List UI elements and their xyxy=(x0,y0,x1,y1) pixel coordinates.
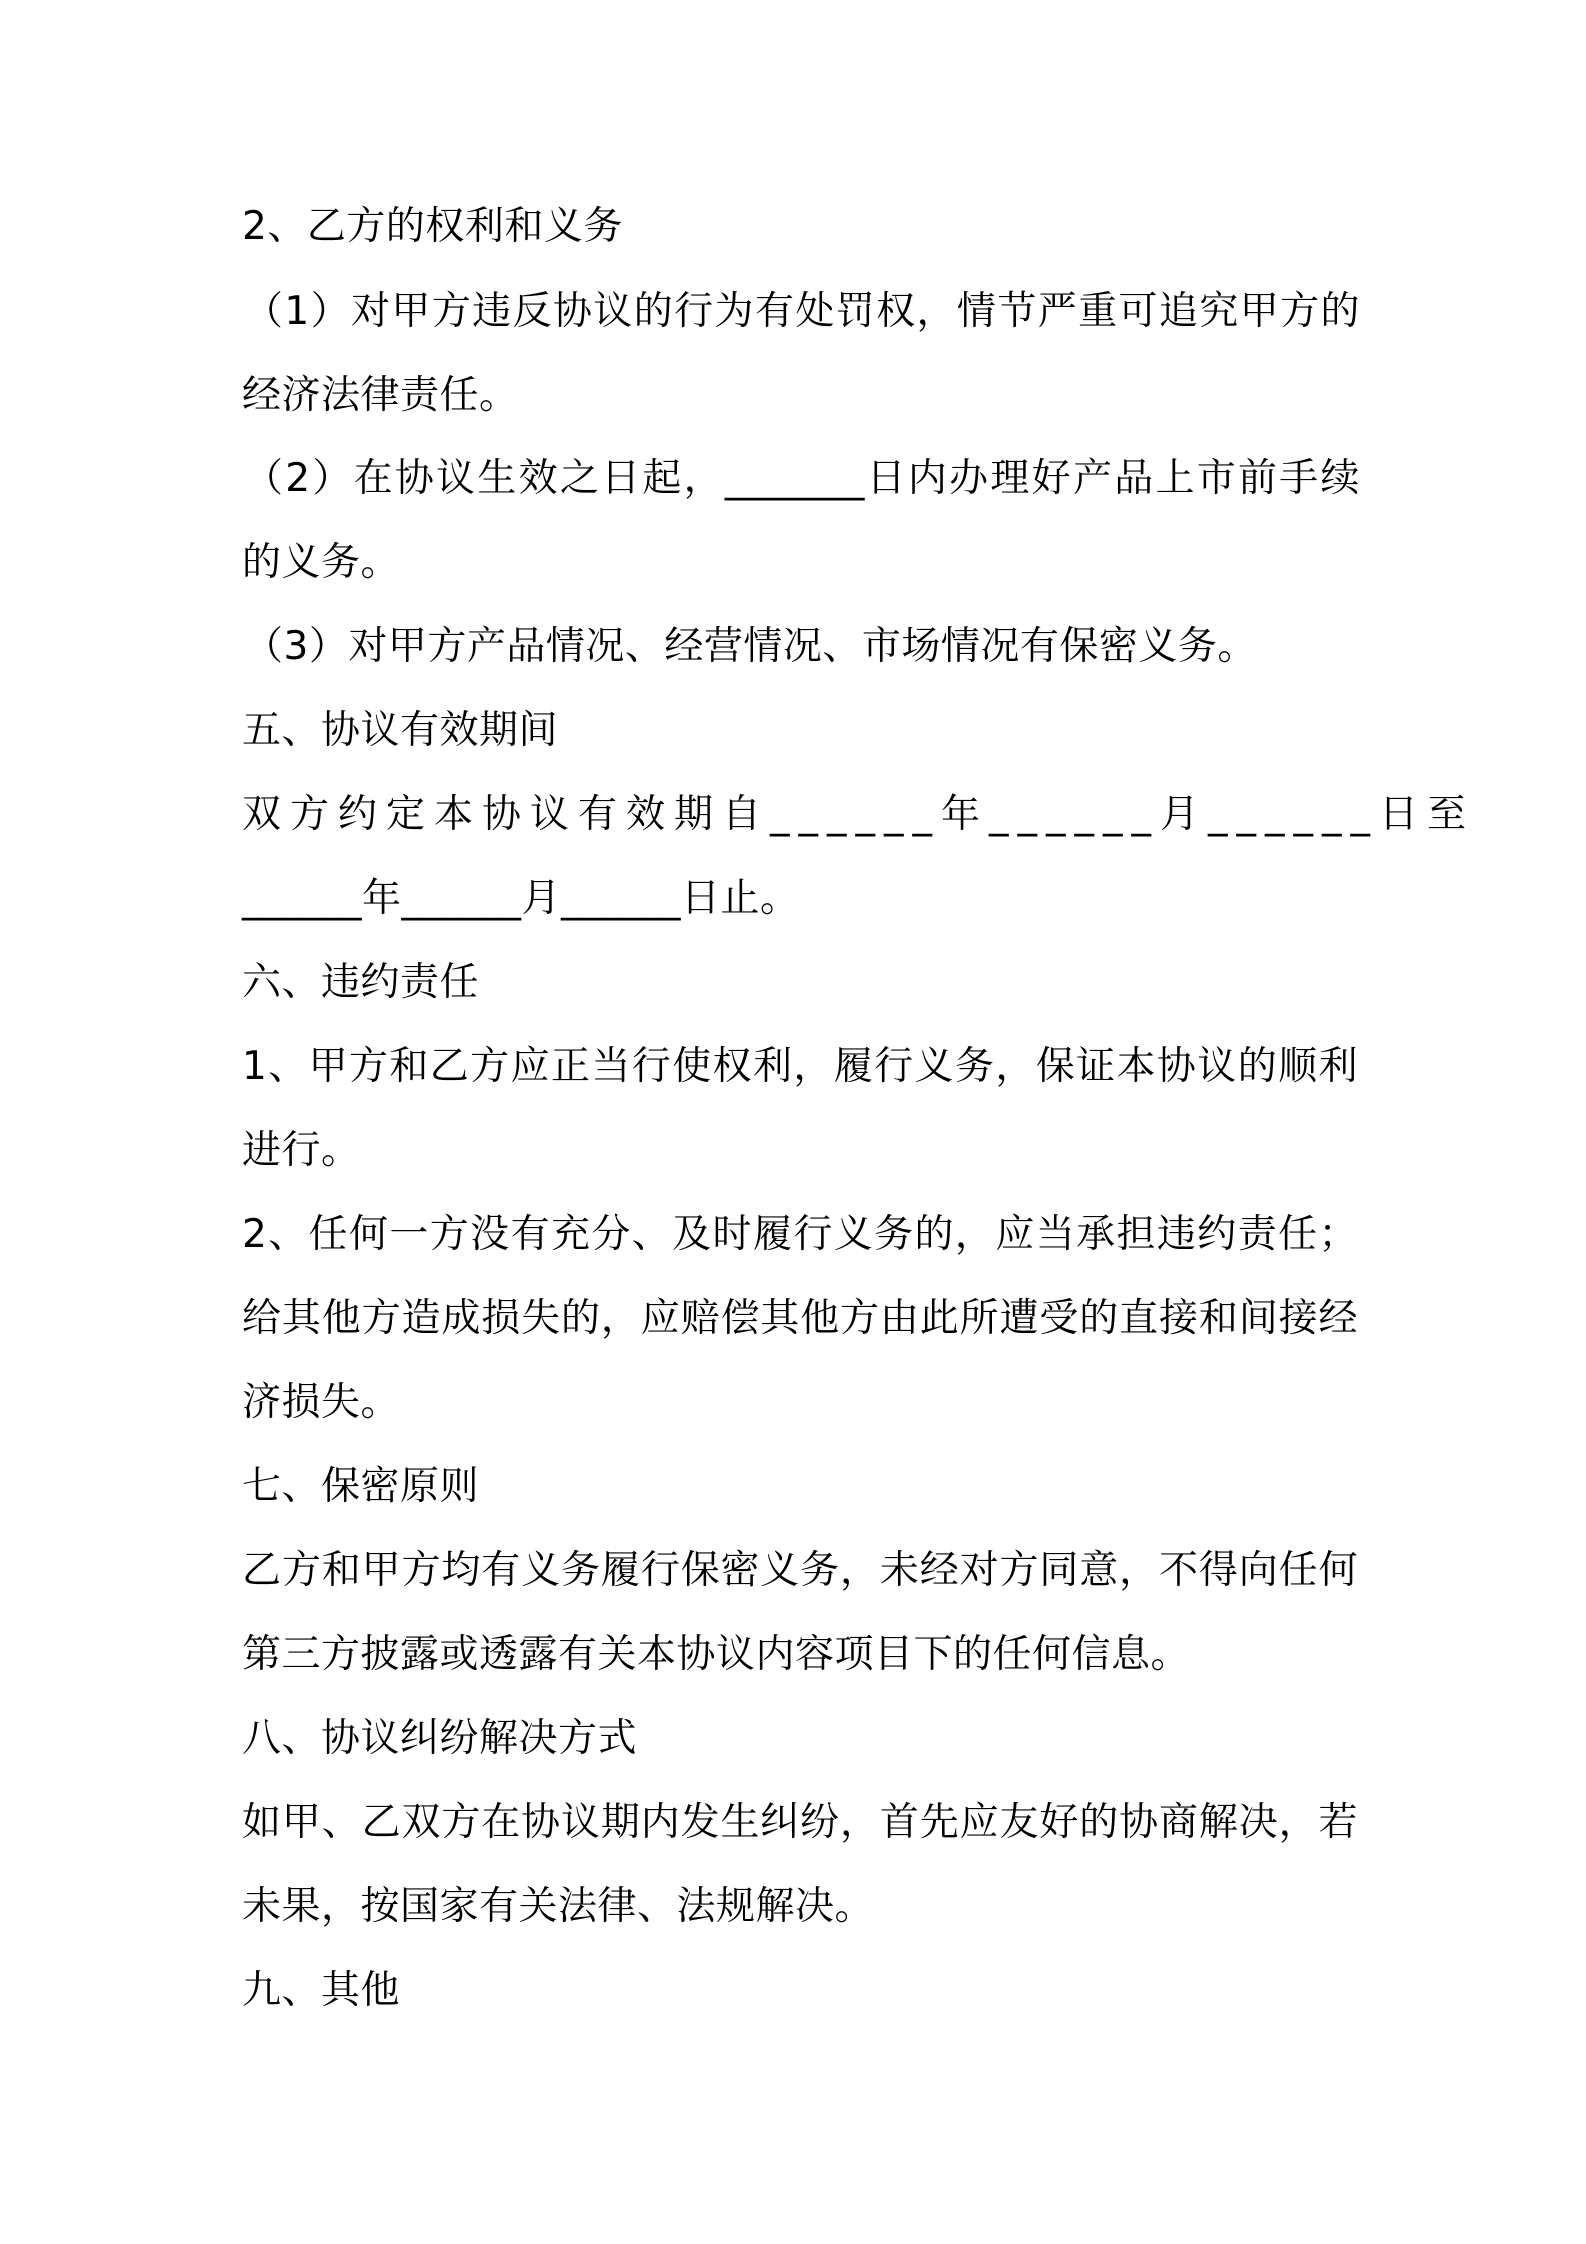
paragraph-line: 1、甲方和乙方应正当行使权利，履行义务，保证本协议的顺利 xyxy=(242,1044,1358,1089)
paragraph-line: ______年______月______日止。 xyxy=(242,876,800,921)
section-heading-dispute-resolution: 八、协议纠纷解决方式 xyxy=(242,1716,638,1761)
paragraph-line: 进行。 xyxy=(242,1128,361,1173)
section-heading-other: 九、其他 xyxy=(242,1968,401,2013)
section-heading-term: 五、协议有效期间 xyxy=(242,708,559,753)
paragraph-line: （3）对甲方产品情况、经营情况、市场情况有保密义务。 xyxy=(244,624,1257,669)
section-heading-party-b-rights: 2、乙方的权利和义务 xyxy=(242,204,623,249)
section-heading-liability: 六、违约责任 xyxy=(242,960,480,1005)
paragraph-line: 双方约定本协议有效期自______年______月______日至 xyxy=(242,792,1476,837)
paragraph-line: 2、任何一方没有充分、及时履行义务的，应当承担违约责任； xyxy=(242,1212,1358,1257)
paragraph-line: 乙方和甲方均有义务履行保密义务，未经对方同意，不得向任何 xyxy=(242,1548,1358,1593)
section-heading-confidentiality: 七、保密原则 xyxy=(242,1464,480,1509)
paragraph-line: 未果，按国家有关法律、法规解决。 xyxy=(242,1884,875,1929)
paragraph-line: 的义务。 xyxy=(242,540,401,585)
paragraph-line: 济损失。 xyxy=(242,1380,401,1425)
paragraph-line: 第三方披露或透露有关本协议内容项目下的任何信息。 xyxy=(242,1632,1191,1677)
paragraph-line: 给其他方造成损失的，应赔偿其他方由此所遭受的直接和间接经 xyxy=(242,1296,1358,1341)
paragraph-line: 经济法律责任。 xyxy=(242,373,519,418)
paragraph-line: （1）对甲方违反协议的行为有处罚权，情节严重可追究甲方的 xyxy=(244,289,1360,334)
paragraph-line: 如甲、乙双方在协议期内发生纠纷，首先应友好的协商解决，若 xyxy=(242,1800,1358,1845)
paragraph-line: （2）在协议生效之日起，_______日内办理好产品上市前手续 xyxy=(244,456,1360,501)
